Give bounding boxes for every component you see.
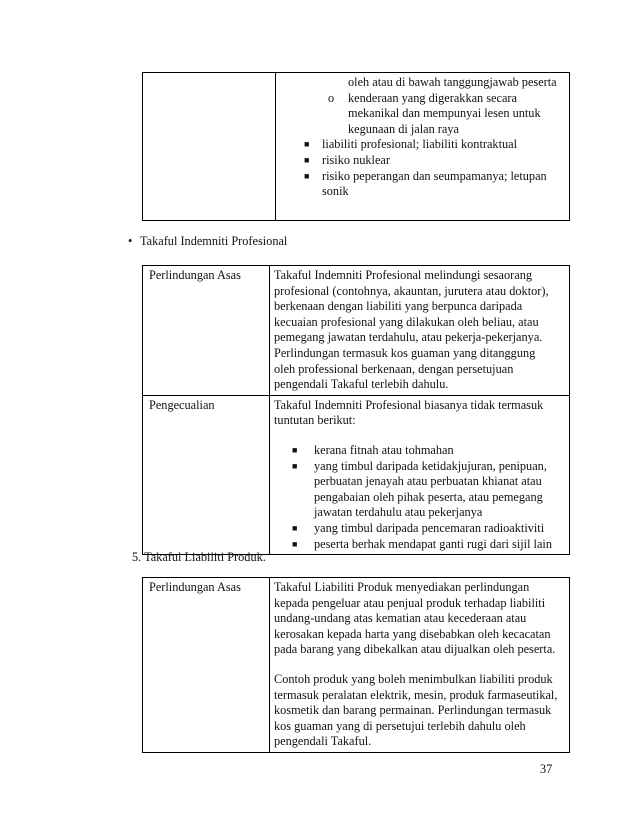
square-bullet-icon: ■ — [304, 139, 310, 150]
table-row — [143, 578, 570, 753]
table-cell-empty — [143, 73, 276, 221]
table-row — [143, 266, 570, 396]
row-label: Perlindungan Asas — [143, 266, 270, 396]
list-item: ■ yang timbul daripada ketidakjujuran, penipuan, perbuatan jenayah atau perbuatan khianat atau pengabaian oleh pihak peserta, atau pemegang jawatan terdahulu atau pekerjanya — [292, 458, 547, 520]
section-heading-indemniti: • Takaful Indemniti Profesional — [128, 234, 288, 248]
row-label: Perlindungan Asas — [143, 578, 270, 753]
table-row — [143, 395, 570, 554]
section-heading-produk: 5. Takaful Liabiliti Produk. — [132, 550, 266, 564]
list-item: ■ yang timbul daripada pencemaran radioaktiviti — [292, 520, 545, 535]
list-item: oleh atau di bawah tanggungjawab peserta — [348, 75, 557, 89]
square-bullet-icon: ■ — [292, 522, 298, 533]
page-number: 37 — [540, 762, 553, 776]
intro-text: Takaful Indemniti Profesional biasanya tidak termasuk tuntutan berikut: — [274, 397, 544, 428]
square-bullet-icon: ■ — [304, 170, 310, 181]
square-bullet-icon: ■ — [292, 460, 298, 471]
list-item: ■ kerana fitnah atau tohmahan — [292, 442, 454, 457]
square-bullet-list — [282, 137, 563, 199]
list-item: ■ peserta berhak mendapat ganti rugi dari sijil lain — [292, 536, 552, 551]
bullet-icon: • — [128, 234, 133, 248]
row-content: Takaful Indemniti Profesional melindungi sesaorang profesional (contohnya, akauntan, jurutera atau doktor), berkenaan dengan liabiliti yang berpunca daripada kecuaian profesional yang dilakukan oleh beliau, atau pemegang jawatan terdahulu, atau pekerja-pekerjanya. Perlindungan termasuk kos guaman yang ditanggung oleh professional berkenaan, dengan persetujuan pengendali Takaful terlebih dahulu. — [270, 266, 570, 396]
square-bullet-icon: ■ — [292, 538, 298, 549]
paragraph: Takaful Liabiliti Produk menyediakan perlindungan kepada pengeluar atau penjual produk terhadap liabiliti undang-undang atas kematian atau kecederaan atau kerosakan kepada harta yang disebabkan oleh kecacatan pada barang yang dibekalkan atau dijualkan oleh peserta. — [274, 580, 556, 657]
indemniti-profesional-table — [142, 265, 570, 555]
list-item: ■ risiko peperangan dan seumpamanya; letupan sonik — [304, 168, 547, 199]
row-content — [270, 578, 570, 753]
sub-list — [282, 75, 563, 137]
row-content — [270, 395, 570, 554]
row-label: Pengecualian — [143, 395, 270, 554]
paragraph: Contoh produk yang boleh menimbulkan liabiliti produk termasuk peralatan elektrik, mesin, produk farmaseutikal, kosmetik dan barang permainan. Perlindungan termasuk kos guaman yang di persetujui terlebih dahulu oleh pengendali Takaful. — [274, 671, 558, 749]
table-row — [143, 73, 570, 221]
liabiliti-produk-table — [142, 577, 570, 753]
square-bullet-icon: ■ — [292, 444, 298, 455]
table-cell-exclusions — [276, 73, 570, 221]
list-item: ■ risiko nuklear — [304, 152, 390, 167]
list-item: o kenderaan yang digerakkan secara mekanikal dan mempunyai lesen untuk kegunaan di jalan raya — [328, 90, 541, 136]
square-bullet-list — [274, 443, 565, 552]
list-item: ■ liabiliti profesional; liabiliti kontraktual — [304, 137, 518, 152]
circle-bullet-icon: o — [328, 90, 335, 105]
exclusions-continuation-table — [142, 72, 570, 221]
square-bullet-icon: ■ — [304, 154, 310, 165]
